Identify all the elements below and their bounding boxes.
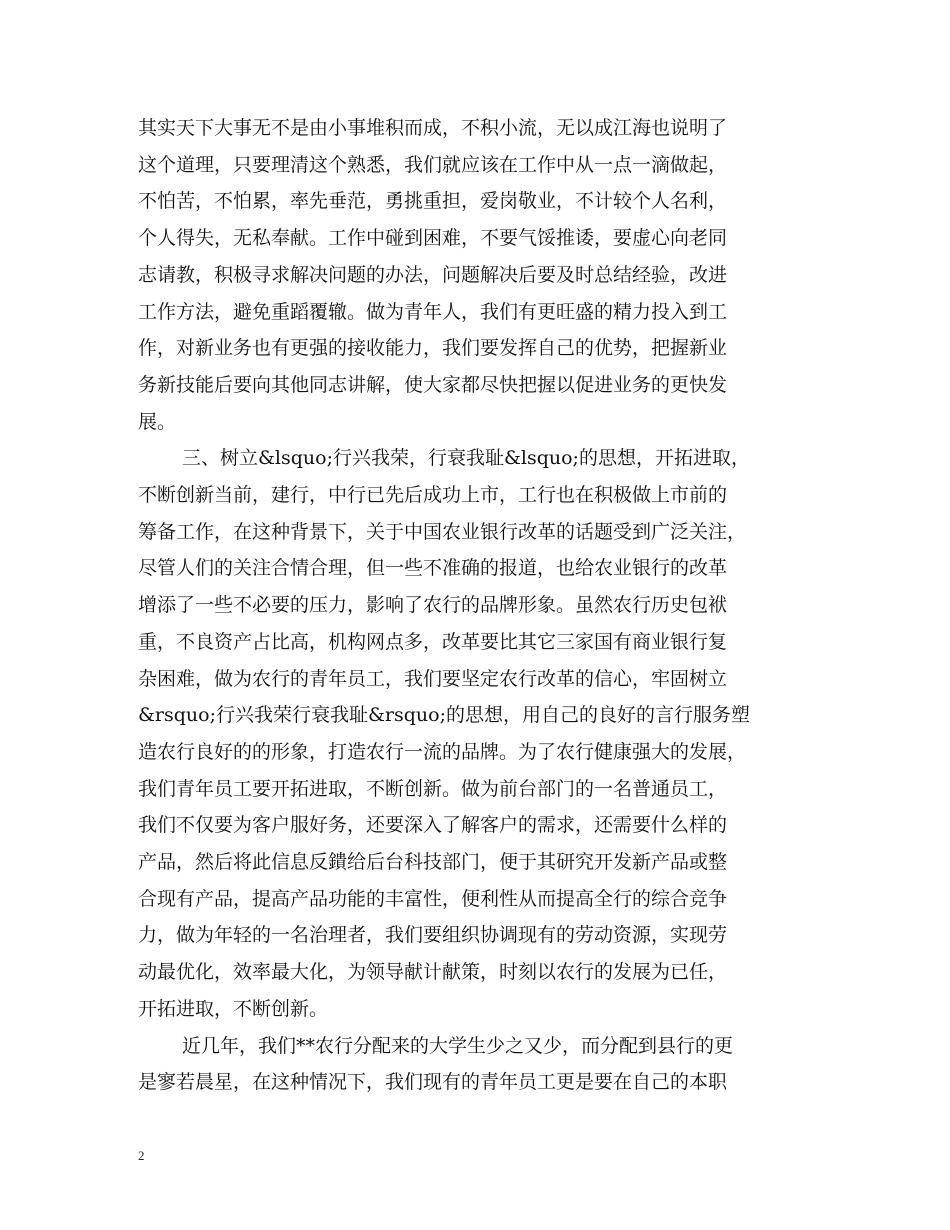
page-number: 2 bbox=[138, 1148, 145, 1163]
text-line: 增添了一些不必要的压力，影响了农行的品牌形象。虽然农行历史包袱 bbox=[138, 594, 728, 617]
document-body bbox=[138, 110, 818, 1101]
text-line: 志请教，积极寻求解决问题的办法，问题解决后要及时总结经验，改进 bbox=[138, 263, 728, 286]
body-paragraph bbox=[138, 440, 818, 1027]
text-line: 这个道理，只要理清这个熟悉，我们就应该在工作中从一点一滴做起， bbox=[138, 153, 728, 176]
text-line: 展。 bbox=[138, 410, 177, 433]
text-line: 重，不良资产占比高，机构网点多，改革要比其它三家国有商业银行复 bbox=[138, 630, 728, 653]
text-line: 动最优化，效率最大化，为领导献计献策，时刻以农行的发展为已任， bbox=[138, 961, 728, 984]
text-line: 作，对新业务也有更强的接收能力，我们要发挥自己的优势，把握新业 bbox=[138, 337, 728, 360]
body-paragraph bbox=[138, 1028, 818, 1101]
text-line: 近几年，我们**农行分配来的大学生少之又少，而分配到县行的更 bbox=[182, 1034, 734, 1057]
text-line: 力，做为年轻的一名治理者，我们要组织协调现有的劳动资源，实现劳 bbox=[138, 924, 728, 947]
text-line: &rsquo;行兴我荣行衰我耻&rsquo;的思想，用自己的良好的言行服务塑 bbox=[138, 704, 750, 727]
text-line: 尽管人们的关注合情合理，但一些不准确的报道，也给农业银行的改革 bbox=[138, 557, 728, 580]
text-line: 我们青年员工要开拓进取，不断创新。做为前台部门的一名普通员工， bbox=[138, 777, 728, 800]
text-line: 产品，然后将此信息反鐀给后台科技部门，便于其研究开发新产品或整 bbox=[138, 851, 728, 874]
text-line: 工作方法，避免重蹈覆辙。做为青年人，我们有更旺盛的精力投入到工 bbox=[138, 300, 728, 323]
text-line: 杂困难，做为农行的青年员工，我们要坚定农行改革的信心，牢固树立 bbox=[138, 667, 728, 690]
text-line: 不怕苦，不怕累，率先垂范，勇挑重担，爱岗敬业，不计较个人名利， bbox=[138, 190, 728, 213]
text-line: 不断创新当前，建行，中行已先后成功上市，工行也在积极做上市前的 bbox=[138, 484, 728, 507]
text-line: 是寥若晨星，在这种情况下，我们现有的青年员工更是要在自己的本职 bbox=[138, 1071, 728, 1094]
text-line: 开拓进取，不断创新。 bbox=[138, 997, 329, 1020]
text-line: 其实天下大事无不是由小事堆积而成，不积小流，无以成江海也说明了 bbox=[138, 117, 728, 139]
text-line: 合现有产品，提高产品功能的丰富性，便利性从而提高全行的综合竞争 bbox=[138, 887, 728, 910]
text-line: 筹备工作，在这种背景下，关于中国农业银行改革的话题受到广泛关注， bbox=[138, 520, 747, 543]
body-paragraph bbox=[138, 110, 818, 440]
text-line: 三、树立&lsquo;行兴我荣，行衰我耻&lsquo;的思想，开拓进取， bbox=[182, 447, 750, 470]
text-line: 造农行良好的的形象，打造农行一流的品牌。为了农行健康强大的发展， bbox=[138, 740, 747, 763]
text-line: 个人得失，无私奉献。工作中碰到困难，不要气馁推诿，要虚心向老同 bbox=[138, 227, 728, 250]
text-line: 务新技能后要向其他同志讲解，使大家都尽快把握以促进业务的更快发 bbox=[138, 373, 728, 396]
text-line: 我们不仅要为客户服好务，还要深入了解客户的需求，还需要什么样的 bbox=[138, 814, 728, 837]
